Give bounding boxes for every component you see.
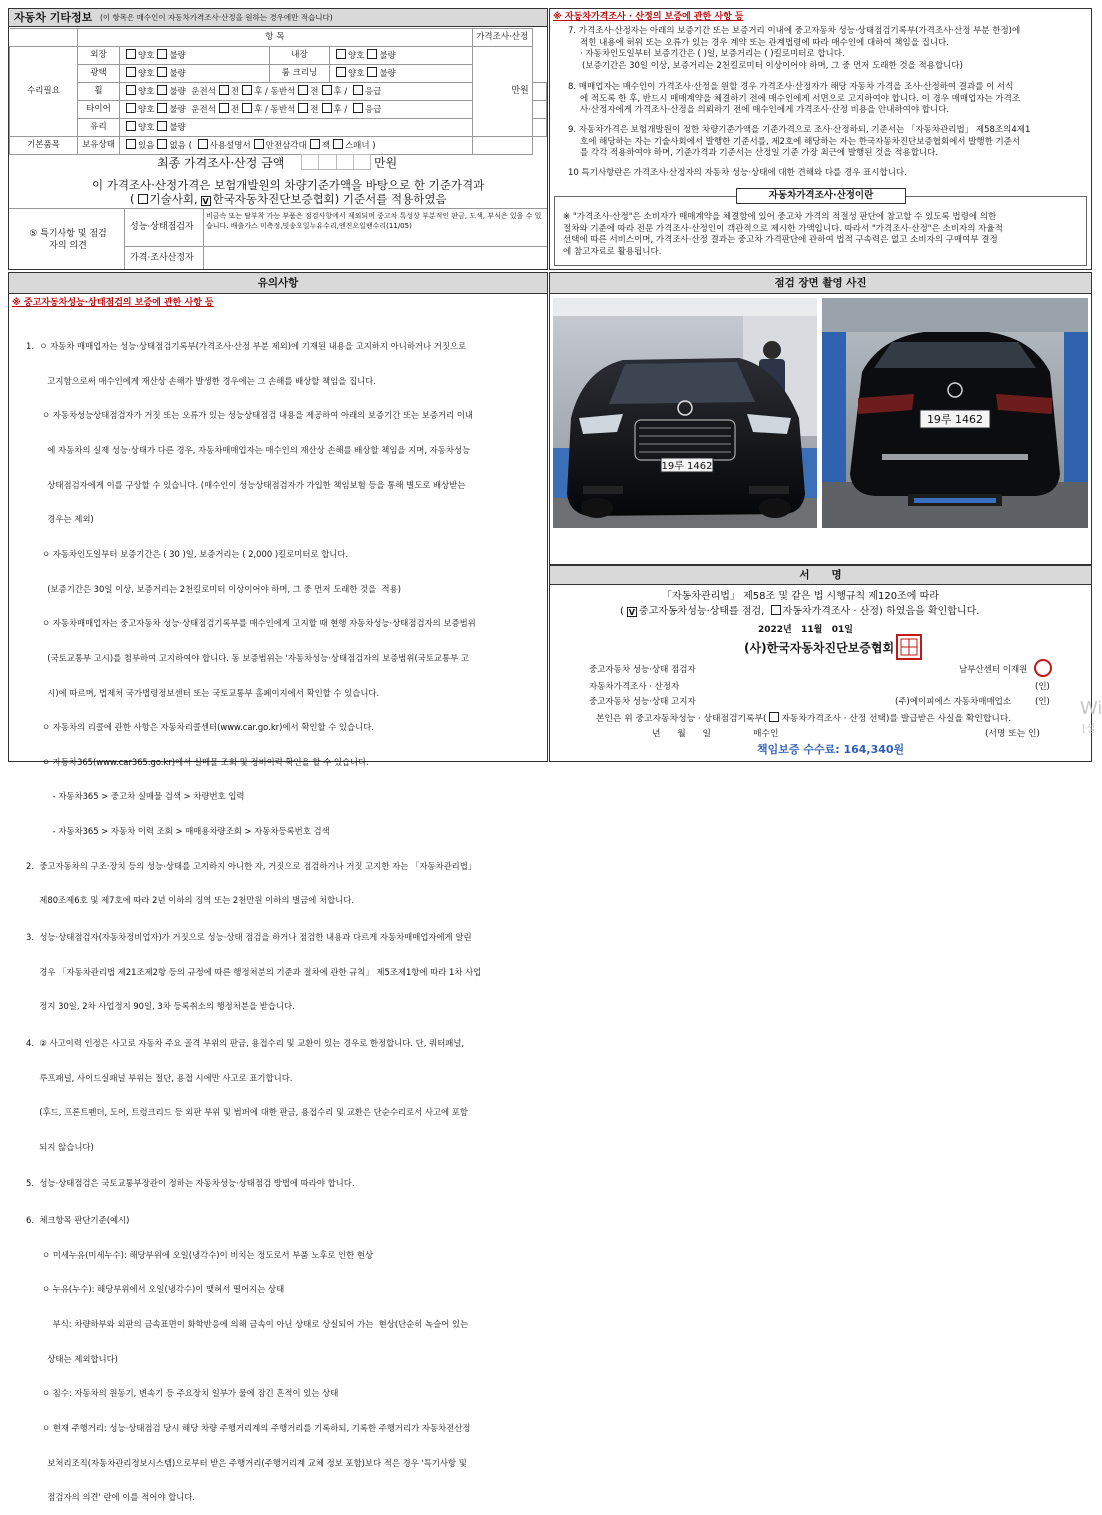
basis-line-1: 이 가격조사·산정가격은 보험개발원의 차량기준가액을 바탕으로 한 기준가격과 xyxy=(92,178,485,192)
repair-label: 수리필요 xyxy=(10,47,78,137)
row-label: 광택 xyxy=(78,65,120,83)
note-line: 6. 체크항목 판단기준(예시) xyxy=(26,1215,130,1226)
checkbox[interactable] xyxy=(157,121,167,131)
photos-title: 점검 장면 촬영 사진 xyxy=(550,273,1091,294)
checkbox[interactable] xyxy=(353,85,363,95)
windows-activation-watermark: Wi xyxy=(1080,698,1102,719)
note-line: 부식: 차량하부와 외판의 금속표면이 화학반응에 의해 금속이 아닌 상태로 상실되어 가는 현상(단순히 녹슬어 있는 xyxy=(26,1319,469,1330)
checkbox[interactable] xyxy=(126,67,136,77)
basic-label: 기본품목 xyxy=(10,137,78,155)
checkbox[interactable] xyxy=(157,67,167,77)
checkbox[interactable] xyxy=(353,103,363,113)
note-line: 3. 성능·상태점검자(자동차정비업자)가 거짓으로 성능·상태 점검을 하거나 점검한 내용과 다르게 자동차매매업자에게 알린 xyxy=(26,931,472,942)
note-line: - 자동차365 > 자동차 이력 조회 > 매매용차량조회 > 자동차등록번호 검색 xyxy=(26,826,330,837)
other-info-table xyxy=(9,28,547,155)
buyer-confirm: 본인은 위 중고자동차성능 · 상태점검기록부( 자동차가격조사 · 산정 선택)를 발급받은 사실을 확인합니다. xyxy=(596,714,1012,724)
note-line: ㅇ 침수: 자동차의 원동기, 변속기 등 주요장치 일부가 물에 잠긴 흔적이 있는 상태 xyxy=(26,1388,339,1399)
price-def-text: ※ "가격조사·산정"은 소비자가 매매계약을 체결함에 있어 중고차 가격의 적절성 판단에 참고할 수 있도록 법령에 의한 절차와 기준에 따라 전문 가격조사·산정인이 객관적으로 제시한 가액입니다. 따라서 "가격조사·산정"은 소비자의 자율적 선택에 따른 서비스이며, 가격조사·산정 결과는 중고차 가격판단에 관하여 법적 구속력은 없고 소비자의 구매여부 결정 에 참고자료로 활용됩니다. xyxy=(563,212,1003,257)
checkbox[interactable] xyxy=(198,139,208,149)
note-line: 되지 않습니다) xyxy=(26,1141,94,1152)
inspection-photo-front xyxy=(553,298,817,528)
row-label: 외장 xyxy=(78,47,120,65)
col-item-header: 항 목 xyxy=(78,29,473,47)
note-line: ㅇ 누유(누수): 해당부위에서 오일(냉각수)이 맺혀서 떨어지는 상태 xyxy=(26,1284,285,1295)
issuer-org: (사)한국자동차진단보증협회 xyxy=(744,641,895,655)
other-info-note: (이 항목은 매수인이 자동차가격조사·산정을 원하는 경우에만 적습니다) xyxy=(100,13,333,22)
note-line: ㅇ 자동차의 리콜에 관한 사항은 자동차리콜센터(www.car.go.kr)에서 확인할 수 있습니다. xyxy=(26,722,374,733)
checkbox[interactable] xyxy=(322,103,332,113)
note-line: 상태점검자에게 이를 구상할 수 있습니다. (매수인이 성능상태점검자가 가입한 책임보험 등을 통해 별도로 배상받는 xyxy=(26,479,466,490)
car-front-photo-icon xyxy=(553,298,817,528)
note-line: 정지 30일, 2차 사업정지 90일, 3차 등록취소의 행정처분을 받습니다. xyxy=(26,1001,295,1012)
checkbox[interactable] xyxy=(219,103,229,113)
good-bad-options: 양호 불량 xyxy=(120,65,270,83)
checkbox[interactable] xyxy=(219,85,229,95)
own-label: 보유상태 xyxy=(78,137,120,155)
checkbox[interactable] xyxy=(254,139,264,149)
note-line: 에 자동차의 실제 성능·상태가 다른 경우, 자동차매매업자는 매수인의 재산상 손해를 배상할 책임을 지며, 자동차성능 xyxy=(26,445,471,456)
note-line: 고지함으로써 매수인에게 재산상 손해가 발생한 경우에는 그 손해를 배상할 책임을 집니다. xyxy=(26,375,376,386)
checkbox[interactable] xyxy=(322,85,332,95)
special-divider-2 xyxy=(203,208,204,269)
checkbox[interactable] xyxy=(126,85,136,95)
price-guarantee-heading: ※ 자동차가격조사 · 산정의 보증에 관한 사항 등 xyxy=(553,12,744,22)
inspector-opinion: 비금속 또는 탈부착 가능 부품은 점검사항에서 제외되며 중고차 특성상 부분적인 판금, 도색, 부식은 있을 수 있습니다. 배출가스 미측정,밋송오일누유수리,엔진오일팬수리(11/05) xyxy=(206,212,542,230)
buyer-sign-hint: (서명 또는 인) xyxy=(985,729,1040,739)
checkbox[interactable] xyxy=(157,139,167,149)
checkbox-performance[interactable]: V xyxy=(628,608,635,617)
notifier-row: 중고자동차 성능·상태 고지자 (주)에이피에스 자동차매매업소 (인) xyxy=(589,697,1050,707)
final-price-unit: 만원 xyxy=(374,156,398,170)
note-line: ㅇ 자동차인도일부터 보증기간은 ( 30 )일, 보증거리는 ( 2,000 )킬로미터로 합니다. xyxy=(26,548,349,559)
inspector-row-name: 남부산센터 이재원 xyxy=(959,665,1028,675)
inspector-label: 성능·상태점검자 xyxy=(130,222,194,232)
price-def-title: 자동차가격조사·산정이란 xyxy=(736,188,906,204)
inspector-seal xyxy=(1034,659,1052,677)
good-bad-options: 양호 불량 xyxy=(330,47,473,65)
org-seal xyxy=(896,634,922,660)
special-h-divider xyxy=(124,246,547,247)
checkbox[interactable] xyxy=(126,103,136,113)
inspector-row-label: 중고자동차 성능·상태 점검자 xyxy=(589,665,696,675)
clause-10: 10 특기사항란은 가격조사·산정자의 자동차 성능·상태에 대한 견해와 다를 경우 표시합니다. xyxy=(568,168,907,178)
note-line: 보처리조직(자동차관리정보시스템)으로부터 받은 주행거리(주행거리계 교체 정보 포함)보다 적은 경우 '특기사항 및 xyxy=(26,1457,467,1468)
note-line: 상태는 제외합니다) xyxy=(26,1353,118,1364)
note-line: ㅇ 자동차매매업자는 중고자동차 성능·상태점검기록부를 매수인에게 고지할 때 현행 자동차성능·상태점검자의 보증범위 xyxy=(26,618,476,629)
buyer-date-row: 년 월 일 매수인 xyxy=(652,729,779,739)
row-label: 내장 xyxy=(270,47,330,65)
note-line: ㅇ 미세누유(미세누수): 해당부위에 오일(냉각수)이 비치는 정도로서 부품 노후로 인한 현상 xyxy=(26,1249,374,1260)
basic-items-options: 있음 없음 ( 사용설명서 안전삼각대 잭 스패너 ) xyxy=(120,137,473,155)
notes-title: 유의사항 xyxy=(9,273,547,294)
checkbox[interactable] xyxy=(336,67,346,77)
signature-date: 2022년 11월 01일 xyxy=(758,625,853,635)
checkbox[interactable] xyxy=(298,103,308,113)
checkbox[interactable] xyxy=(126,121,136,131)
note-line: ㅇ 현재 주행거리: 성능·상태점검 당시 해당 차량 주행거리계의 주행거리를 기록하되, 기록한 주행거리가 자동차전산정 xyxy=(26,1422,471,1433)
pricer-label: 가격·조사산정자 xyxy=(130,253,194,263)
checkbox[interactable] xyxy=(126,49,136,59)
note-line: 4. ② 사고이력 인정은 사고로 자동차 주요 골격 부위의 판금, 용접수리 및 교환이 있는 경우로 한정합니다. 단, 쿼터패널, xyxy=(26,1037,465,1048)
row-label: 룸 크리닝 xyxy=(270,65,330,83)
checkbox[interactable] xyxy=(242,103,252,113)
plate-text-rear: 19루 1462 xyxy=(926,413,984,426)
note-line: 1. ㅇ 자동차 매매업자는 성능·상태점검기록부(가격조사·산정 부분 제외)에 기재된 내용을 고지하지 아니하거나 거짓으로 xyxy=(26,341,467,352)
wheel-options: 양호 불량 운전석 전 후 / 동반석 전 후 / 응급 xyxy=(120,83,473,101)
car-rear-photo-icon xyxy=(822,298,1088,528)
signature-law-line-2: ( V 중고자동차성능·상태를 점검, 자동차가격조사 · 산정) 하였음을 확인합니다. xyxy=(620,606,980,617)
checkbox[interactable] xyxy=(157,103,167,113)
checkbox[interactable] xyxy=(333,139,343,149)
checkbox-kadpa[interactable]: V xyxy=(202,197,209,206)
good-bad-options: 양호 불량 xyxy=(120,47,270,65)
note-line: (후드, 프론트펜더, 도어, 트렁크리드 등 외판 부위 및 범퍼에 대한 판금, 용접수리 및 교환은 단순수리로서 사고에 포함 xyxy=(26,1107,468,1118)
note-line: 2. 중고자동차의 구조·장치 등의 성능·상태를 고지하지 아니한 자, 거짓으로 점검하거나 거짓 고지한 자는 「자동차관리법」 xyxy=(26,860,477,871)
signature-title: 서 명 xyxy=(550,566,1091,585)
good-bad-options: 양호 불량 xyxy=(330,65,473,83)
checkbox[interactable] xyxy=(367,67,377,77)
note-line: 루프패널, 사이드실패널 부위는 절단, 용접 시에만 사고로 표기합니다. xyxy=(26,1072,293,1083)
note-line: ㅇ 자동차성능상태점검자가 거짓 또는 오류가 있는 성능상태점검 내용을 제공하여 아래의 보증기간 또는 보증거리 이내 xyxy=(26,410,474,421)
inspection-photo-rear xyxy=(822,298,1088,528)
plate-text-front: 19루 1462 xyxy=(661,461,713,472)
signature-law-line-1: 「자동차관리법」 제58조 및 같은 법 시행규칙 제120조에 따라 xyxy=(662,591,939,602)
note-line: ㅇ 자동차365(www.car365.go.kr)에서 실매물 조회 및 정비이력 확인을 할 수 있습니다. xyxy=(26,756,369,767)
row-label: 유리 xyxy=(78,119,120,137)
price-unit: 만원 xyxy=(472,47,532,137)
other-info-title: 자동차 기타정보 xyxy=(14,11,93,24)
checkbox[interactable] xyxy=(298,85,308,95)
note-line: 제80조제6호 및 제7호에 따라 2년 이하의 징역 또는 2천만원 이하의 벌금에 처합니다. xyxy=(26,895,355,906)
notes-list xyxy=(26,318,546,1515)
note-line: (보증기간은 30일 이상, 보증거리는 2천킬로미터 이상이어야 하며, 그 중 먼저 도래한 것을 적용) xyxy=(26,583,401,594)
checkbox[interactable] xyxy=(157,85,167,95)
note-line: - 자동차365 > 중고차 실매물 검색 > 차량번호 입력 xyxy=(26,791,245,802)
note-line: 점검자의 의견' 란에 이를 적어야 합니다. xyxy=(26,1492,196,1503)
windows-activation-watermark-sub: [설 xyxy=(1082,724,1096,735)
note-line: (국토교통부 고시)를 첨부하여 고지하여야 합니다. 동 보증범위는 '자동차성능·상태점검자의 보증범위(국토교통부 고 xyxy=(26,652,469,663)
notes-heading: ※ 중고자동차성능·상태점검의 보증에 관한 사항 등 xyxy=(12,298,214,308)
note-line: 경우 「자동차관리법 제21조제2항 등의 규정에 따른 행정처분의 기준과 절차에 관한 규칙」 제5조제1항에 따라 1차 사업 xyxy=(26,966,482,977)
pricer-row: 자동차가격조사 · 산정자 (인) xyxy=(589,682,1050,692)
final-price-boxes xyxy=(301,154,371,170)
note-line: 경우는 제외) xyxy=(26,514,94,525)
row-label: 휠 xyxy=(78,83,120,101)
checkbox[interactable] xyxy=(242,85,252,95)
special-divider xyxy=(124,208,125,269)
checkbox[interactable] xyxy=(367,49,377,59)
guarantee-fee: 책임보증 수수료: 164,340원 xyxy=(757,743,905,756)
checkbox[interactable] xyxy=(126,139,136,149)
special-label: ⑤ 특기사항 및 점검자의 의견 xyxy=(29,229,107,251)
inspector-row xyxy=(589,665,1051,676)
note-line: 5. 성능·상태점검은 국토교통부장관이 정하는 자동차성능·상태점검 방법에 따라야 합니다. xyxy=(26,1178,355,1189)
checkbox-confirm-pricing[interactable] xyxy=(769,712,779,722)
checkbox[interactable] xyxy=(310,139,320,149)
glass-options: 양호 불량 xyxy=(120,119,473,137)
checkbox-pricing[interactable] xyxy=(771,605,781,615)
row-label: 타이어 xyxy=(78,101,120,119)
clause-9: 9. 자동차가격은 보험개발원이 정한 차량기준가액을 기준가격으로 조사·산정하되, 기준서는 「자동차관리법」 제58조의4제1 호에 해당하는 자는 기술사회에서 발행한 기준서를, 제2호에 해당하는 자는 한국자동차진단보증협회에서 발행한 기준서 를 각각 적용하여야 하며, 기준가격과 기준서는 산정일 기준 가장 최근에 발행된 것을 적용합니다. xyxy=(568,125,1031,159)
note-line: 시)에 따르며, 법제처 국가법령정보센터 또는 국토교통부 홈페이지에서 확인할 수 있습니다. xyxy=(26,687,380,698)
final-price-label: 최종 가격조사·산정 금액 xyxy=(157,156,285,170)
tire-options: 양호 불량 운전석 전 후 / 동반석 전 후 / 응급 xyxy=(120,101,473,119)
checkbox-tech-society[interactable] xyxy=(138,194,148,204)
basis-line-2: ( 기술사회, V 한국자동차진단보증협회) 기준서를 적용하였음 xyxy=(130,192,447,206)
col-price-header: 가격조사·산정 xyxy=(472,29,532,47)
clause-8: 8. 매매업자는 매수인이 가격조사·산정을 원할 경우 가격조사·산정자가 해당 자동차 가격을 조사·산정하여 결과를 이 서식 에 적도록 한 후, 반드시 매매계약을 체결하기 전에 매수인에게 서면으로 고지하여야 합니다. 이 경우 매매업자는 가격조 사·산정자에게 가격조사·산정을 의뢰하기 전에 매수인에게 가격조사·산정 비용을 안내하여야 합니다. xyxy=(568,82,1021,116)
checkbox[interactable] xyxy=(157,49,167,59)
clause-7: 7. 가격조사·산정자는 아래의 보증기간 또는 보증거리 이내에 중고자동차 성능·상태점검기록부(가격조사·산정 부분 한정)에 적힌 내용에 허위 또는 오류가 있는 경우 계약 또는 관계법령에 따라 매수인에 대하여 책임을 집니다. · 자동차인도일부터 보증기간은 ( )일, 보증거리는 ( )킬로미터로 합니다. (보증기간은 30일 이상, 보증거리는 2천킬로미터 이상이어야 하며, 그 중 먼저 도래한 것을 적용합니다) xyxy=(568,26,1021,71)
checkbox[interactable] xyxy=(336,49,346,59)
